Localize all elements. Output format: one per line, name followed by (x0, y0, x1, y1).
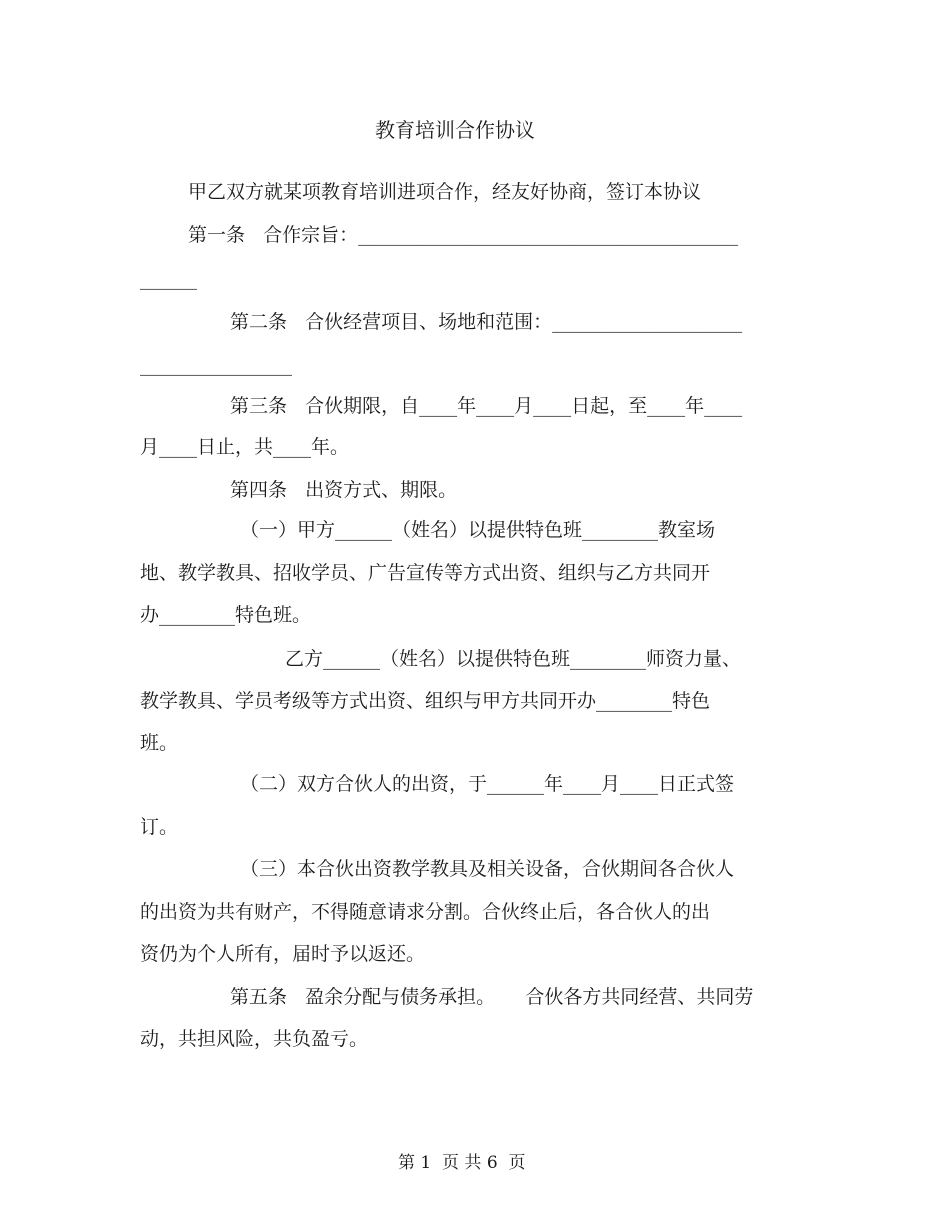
article-4-item-1-line-3: 办________特色班。 (140, 604, 312, 626)
page-number: 第 1 页 共 6 页 (398, 1153, 526, 1173)
article-4-item-2-line-1: （二）双方合伙人的出资，于______年____月____日正式签 (240, 773, 735, 795)
article-4-item-2-line-2: 订。 (140, 816, 179, 838)
article-4-item-3-line-1: （三）本合伙出资教学教具及相关设备，合伙期间各合伙人 (240, 858, 735, 880)
article-4-item-3-line-3: 资仍为个人所有，届时予以返还。 (140, 943, 426, 965)
article-3-line-1: 第三条 合伙期限，自____年____月____日起，至____年____ (230, 395, 743, 417)
article-3-line-2: 月____日止，共____年。 (140, 436, 350, 458)
article-1-line-1: 第一条 合作宗旨：________________________________________ (188, 224, 739, 246)
article-4-party-b-line-3: 班。 (140, 732, 179, 754)
article-4-heading: 第四条 出资方式、期限。 (230, 479, 458, 501)
article-4-party-b-line-1: 乙方______（姓名）以提供特色班________师资力量、 (285, 648, 742, 670)
article-5-line-1: 第五条 盈余分配与债务承担。 合伙各方共同经营、共同劳 (230, 986, 754, 1008)
article-1-line-2: ______ (140, 268, 197, 290)
article-4-item-1-line-2: 地、教学教具、招收学员、广告宣传等方式出资、组织与乙方共同开 (140, 562, 711, 584)
document-title: 教育培训合作协议 (375, 118, 535, 142)
article-4-party-b-line-2: 教学教具、学员考级等方式出资、组织与甲方共同开办________特色 (140, 690, 711, 712)
article-2-line-1: 第二条 合伙经营项目、场地和范围：____________________ (230, 311, 743, 333)
article-4-item-1-line-1: （一）甲方______（姓名）以提供特色班________教室场 (240, 519, 716, 541)
article-5-line-2: 动，共担风险，共负盈亏。 (140, 1028, 369, 1050)
article-4-item-3-line-2: 的出资为共有财产，不得随意请求分割。合伙终止后，各合伙人的出 (140, 901, 711, 923)
intro-paragraph: 甲乙双方就某项教育培训进项合作，经友好协商，签订本协议 (188, 181, 702, 203)
article-2-line-2: ________________ (140, 354, 292, 376)
